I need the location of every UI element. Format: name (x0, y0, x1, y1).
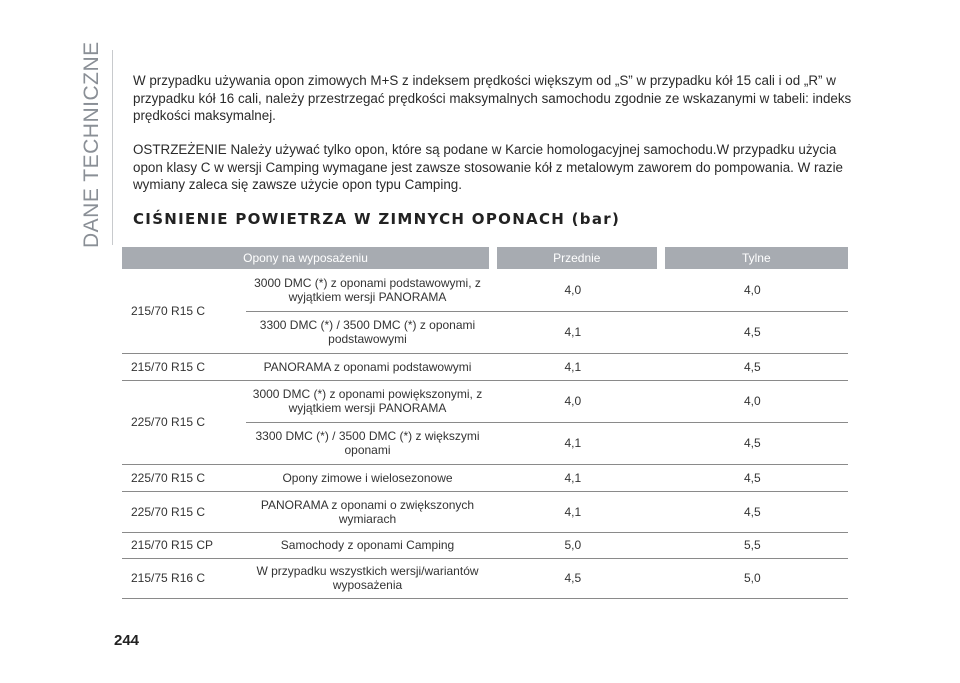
front-pressure-cell: 4,1 (489, 422, 657, 464)
table-row (122, 532, 848, 558)
table-row (122, 558, 848, 598)
equipment-cell: Opony zimowe i wielosezonowe (246, 464, 489, 491)
rear-pressure-cell: 4,0 (657, 380, 848, 422)
equipment-cell: 3300 DMC (*) / 3500 DMC (*) z oponami podstawowymi (246, 311, 489, 353)
tire-size-cell: 215/75 R16 C (122, 558, 246, 598)
equipment-cell: 3000 DMC (*) z oponami podstawowymi, z wyjątkiem wersji PANORAMA (246, 269, 489, 311)
rear-pressure-cell: 4,0 (657, 269, 848, 311)
tire-pressure-table (122, 247, 848, 599)
front-pressure-cell: 4,1 (489, 464, 657, 491)
tire-size-cell: 225/70 R15 C (122, 380, 246, 464)
rear-pressure-cell: 4,5 (657, 464, 848, 491)
equipment-cell: 3300 DMC (*) / 3500 DMC (*) z większymi oponami (246, 422, 489, 464)
header-gap (657, 247, 665, 269)
section-title-text: DANE TECHNICZNE (80, 41, 103, 248)
table-header-row (122, 247, 848, 269)
table-row (122, 464, 848, 491)
warning-paragraph: OSTRZEŻENIE Należy używać tylko opon, które są podane w Karcie homologacyjnej samochodu.W przypadku użycia opon klasy C w wersji Camping wymagane jest zawsze stosowanie kół z metalowym zaworem do pompowania. W razie wymiany zaleca się zawsze użycie opon typu Camping. (133, 142, 843, 192)
table-row (122, 380, 848, 422)
front-pressure-cell: 5,0 (489, 532, 657, 558)
tire-size-cell: 225/70 R15 C (122, 464, 246, 491)
rear-pressure-cell: 5,0 (657, 558, 848, 598)
tire-size-cell: 215/70 R15 C (122, 269, 246, 353)
tire-size-cell: 215/70 R15 C (122, 353, 246, 380)
equipment-cell: 3000 DMC (*) z oponami powiększonymi, z wyjątkiem wersji PANORAMA (246, 380, 489, 422)
table-row (122, 353, 848, 380)
front-pressure-cell: 4,1 (489, 491, 657, 532)
header-equipment: Opony na wyposażeniu (122, 247, 489, 269)
equipment-cell: PANORAMA z oponami o zwiększonych wymiarach (246, 491, 489, 532)
front-pressure-cell: 4,5 (489, 558, 657, 598)
header-front: Przednie (497, 247, 657, 269)
equipment-cell: PANORAMA z oponami podstawowymi (246, 353, 489, 380)
equipment-cell: W przypadku wszystkich wersji/wariantów wyposażenia (246, 558, 489, 598)
table-row (122, 491, 848, 532)
section-title (80, 41, 120, 248)
speed-index-paragraph: W przypadku używania opon zimowych M+S z indeksem prędkości większym od „S” w przypadku kół 15 cali i od „R” w przypadku kół 16 cali, należy przestrzegać prędkości maksymalnych samochodu zgodnie ze wskazanymi w tabeli: indeks prędkości maksymalnej. (133, 73, 852, 123)
front-pressure-cell: 4,1 (489, 353, 657, 380)
page-number: 244 (114, 632, 140, 649)
rear-pressure-cell: 4,5 (657, 491, 848, 532)
rear-pressure-cell: 4,5 (657, 353, 848, 380)
header-gap (489, 247, 497, 269)
rear-pressure-cell: 5,5 (657, 532, 848, 558)
rear-pressure-cell: 4,5 (657, 422, 848, 464)
section-divider (112, 50, 113, 245)
front-pressure-cell: 4,1 (489, 311, 657, 353)
front-pressure-cell: 4,0 (489, 269, 657, 311)
rear-pressure-cell: 4,5 (657, 311, 848, 353)
equipment-cell: Samochody z oponami Camping (246, 532, 489, 558)
header-rear: Tylne (665, 247, 848, 269)
tire-size-cell: 215/70 R15 CP (122, 532, 246, 558)
tire-size-cell: 225/70 R15 C (122, 491, 246, 532)
table-title: CIŚNIENIE POWIETRZA W ZIMNYCH OPONACH (bar) (133, 210, 621, 228)
front-pressure-cell: 4,0 (489, 380, 657, 422)
table-row (122, 269, 848, 311)
